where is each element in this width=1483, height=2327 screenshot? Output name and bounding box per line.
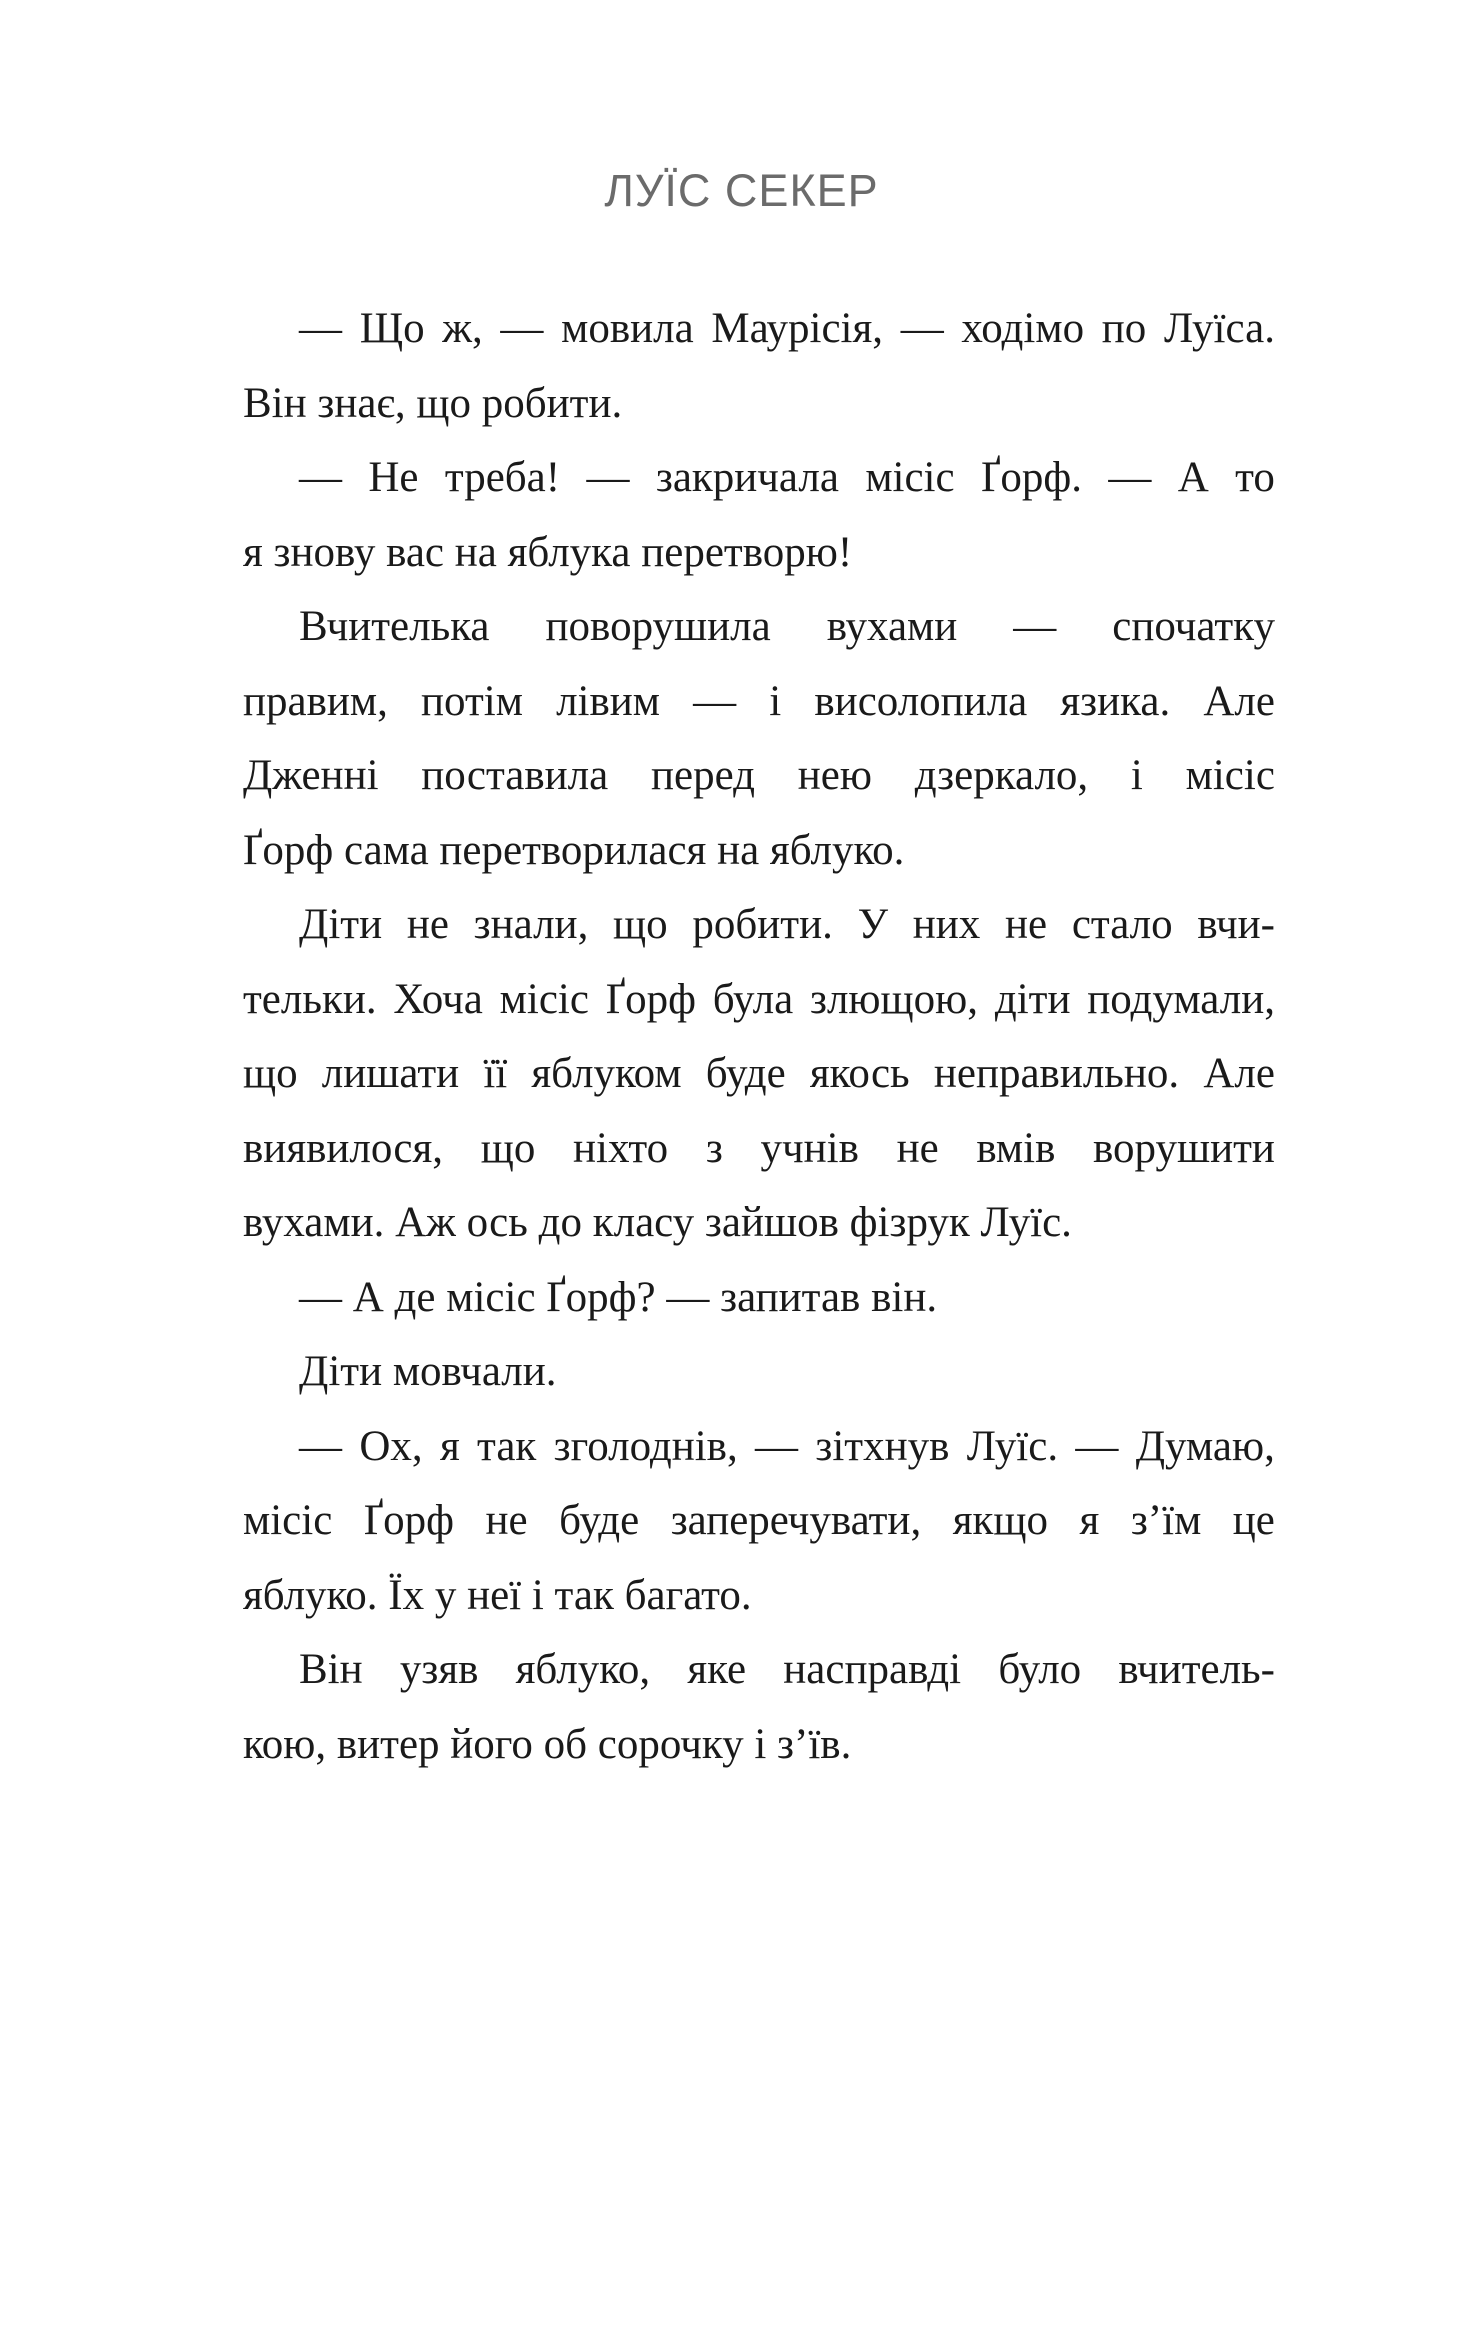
word: Вчителька (299, 603, 490, 650)
word: не (1004, 901, 1048, 948)
word: дзеркало, (914, 752, 1089, 799)
word: — (1108, 454, 1152, 501)
word: У (857, 901, 889, 948)
word: — (755, 1422, 799, 1470)
word: Він (299, 1646, 363, 1693)
word: то (1235, 454, 1275, 501)
word: — (299, 1422, 342, 1470)
word: і (769, 677, 782, 725)
word: ходімо (961, 305, 1085, 352)
word: яке (687, 1646, 747, 1693)
word: Думаю, (1135, 1422, 1275, 1470)
word: буде (559, 1497, 640, 1544)
text-line (243, 1112, 1275, 1187)
word: ворушити (1093, 1124, 1275, 1172)
word: Не (368, 454, 419, 501)
text-line: Ґорф сама перетворилася на яблуко. (243, 826, 905, 874)
word: що (243, 1050, 298, 1097)
word: Хоча (393, 975, 483, 1023)
word: правим, (243, 677, 388, 725)
text-line (243, 292, 1275, 367)
word: — (500, 305, 544, 352)
word: учнів (760, 1124, 859, 1172)
word: тельки. (243, 975, 377, 1023)
word: Діти (299, 901, 383, 948)
word: було (998, 1646, 1082, 1693)
word: Але (1203, 677, 1275, 725)
word: була (712, 975, 794, 1023)
word: вмів (976, 1124, 1056, 1172)
word: якщо (952, 1497, 1048, 1544)
word: знали, (473, 901, 589, 948)
word: закричала (655, 454, 839, 501)
word: яблуко, (515, 1646, 651, 1693)
running-head: ЛУЇС СЕКЕР (604, 165, 879, 216)
word: Ґорф (363, 1497, 455, 1544)
text-line: — А де місіс Ґорф? — запитав він. (299, 1273, 938, 1321)
text-line (243, 739, 1275, 814)
word: потім (421, 677, 523, 725)
word: Дженні (243, 752, 379, 799)
word: нею (797, 752, 872, 799)
word: злющою, (809, 975, 979, 1023)
word: зітхнув (815, 1422, 950, 1470)
word: лівим (556, 677, 660, 725)
word: я (439, 1422, 460, 1470)
text-line: я знову вас на яблука перетворю! (243, 528, 853, 576)
word: Луїса. (1163, 305, 1275, 352)
word: не (485, 1497, 528, 1544)
text-line (243, 1037, 1275, 1112)
word: так (477, 1422, 537, 1470)
word: зголоднів, (553, 1422, 738, 1470)
text-line (243, 441, 1275, 516)
word: діти (994, 975, 1071, 1023)
word: — (693, 677, 737, 725)
word: з (705, 1124, 723, 1172)
word: що (480, 1124, 536, 1172)
word: її (483, 1050, 508, 1097)
word: поставила (421, 752, 609, 799)
word: що (613, 901, 668, 948)
word: Але (1203, 1050, 1275, 1097)
word: яблуком (531, 1050, 682, 1097)
word: місіс (1185, 752, 1275, 799)
word: не (896, 1124, 939, 1172)
word: них (912, 901, 981, 948)
word: Ох, (359, 1422, 423, 1470)
word: висолопила (814, 677, 1028, 725)
word: і (1130, 752, 1143, 799)
text-line (243, 963, 1275, 1038)
text-line (243, 590, 1275, 665)
word: узяв (399, 1646, 479, 1693)
word: ніхто (573, 1124, 669, 1172)
word: якось (809, 1050, 910, 1097)
text-line (243, 1410, 1275, 1485)
word: по (1101, 305, 1147, 352)
word: буде (705, 1050, 786, 1097)
word: треба! (444, 454, 561, 501)
word: вухами (826, 603, 958, 650)
word: спочатку (1112, 603, 1275, 650)
word: Луїс. (966, 1422, 1059, 1470)
word: Ґорф. (980, 454, 1082, 501)
word: вчи- (1197, 901, 1275, 948)
word: місіс (865, 454, 955, 501)
text-line (243, 1633, 1275, 1708)
text-line: Він знає, що робити. (243, 379, 623, 427)
text-line (243, 1484, 1275, 1559)
word: це (1232, 1497, 1275, 1544)
word: поворушила (545, 603, 771, 650)
word: Ґорф (605, 975, 696, 1023)
word: стало (1071, 901, 1173, 948)
word: — (586, 454, 630, 501)
word: — (299, 454, 342, 501)
text-line: кою, витер його об сорочку і з’їв. (243, 1720, 852, 1768)
word: не (406, 901, 449, 948)
word: язика. (1060, 677, 1171, 725)
word: Маурісія, (711, 305, 884, 352)
word: лишати (321, 1050, 460, 1097)
word: перед (651, 752, 755, 799)
word: з’їм (1130, 1497, 1202, 1544)
word: — (299, 305, 342, 352)
word: насправді (783, 1646, 962, 1693)
word: виявилося, (243, 1124, 444, 1172)
text-line: Діти мовчали. (299, 1348, 557, 1395)
word: Що (359, 305, 425, 352)
text-line: вухами. Аж ось до класу зайшов фізрук Луїс. (243, 1199, 1072, 1246)
text-line: яблуко. Їх у неї і так багато. (243, 1571, 752, 1619)
word: місіс (243, 1497, 333, 1544)
word: заперечувати, (670, 1497, 922, 1544)
word: робити. (692, 901, 833, 948)
word: місіс (499, 975, 589, 1023)
word: неправильно. (933, 1050, 1180, 1097)
text-line (243, 665, 1275, 740)
word: подумали, (1087, 975, 1275, 1023)
word: ж, (442, 305, 483, 352)
word: я (1079, 1497, 1100, 1544)
word: А (1177, 454, 1209, 501)
word: вчитель- (1118, 1646, 1275, 1693)
word: — (1075, 1422, 1119, 1470)
word: — (900, 305, 944, 352)
word: — (1013, 603, 1057, 650)
text-line (243, 888, 1275, 963)
word: мовила (561, 305, 694, 352)
body-text (243, 292, 1275, 1782)
